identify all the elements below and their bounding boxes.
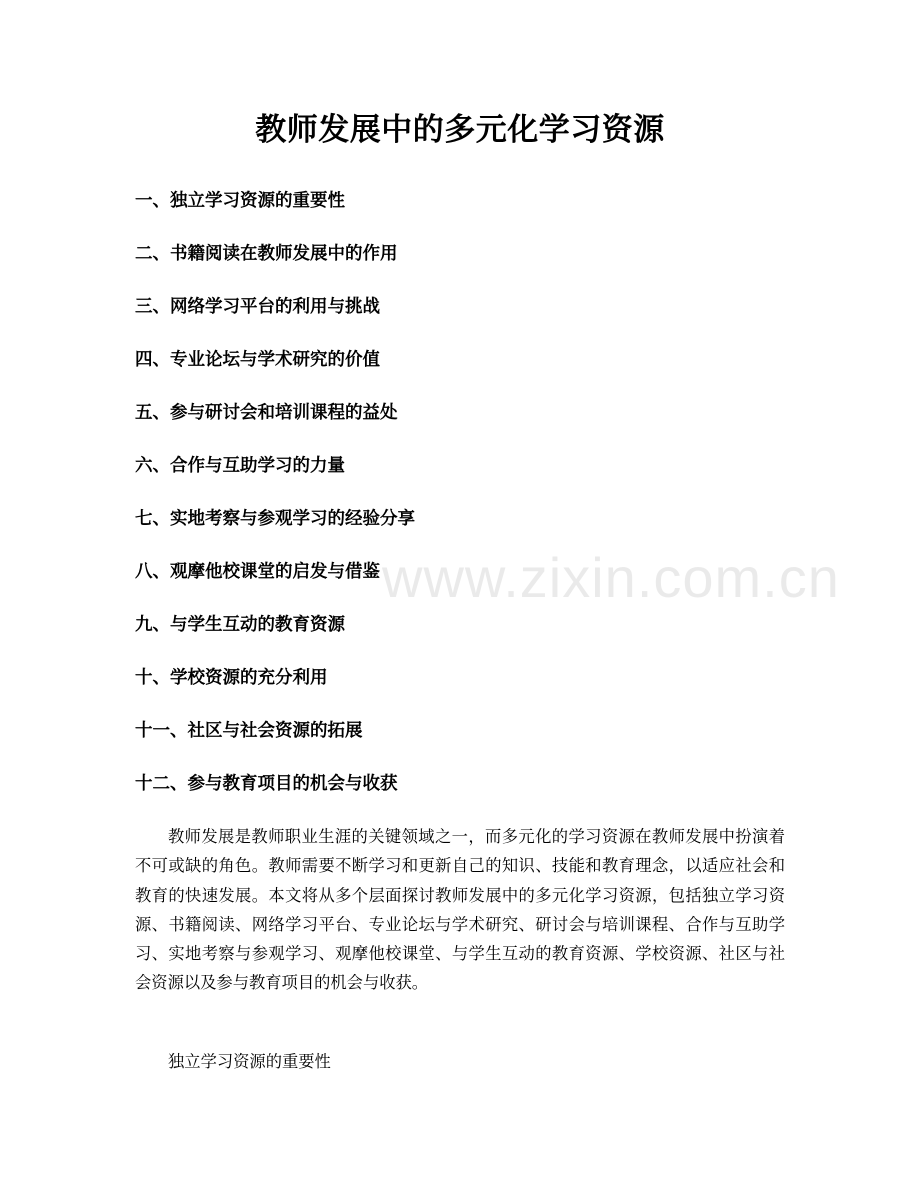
toc-item-4: 四、专业论坛与学术研究的价值 bbox=[135, 350, 380, 370]
toc-item-10: 十、学校资源的充分利用 bbox=[135, 668, 328, 688]
toc-item-1: 一、独立学习资源的重要性 bbox=[135, 191, 345, 211]
toc-item-11: 十一、社区与社会资源的拓展 bbox=[135, 721, 363, 741]
watermark: www.zixin.com.cn bbox=[382, 546, 840, 609]
intro-paragraph: 教师发展是教师职业生涯的关键领域之一，而多元化的学习资源在教师发展中扮演着不可或缺的角色。教师需要不断学习和更新自己的知识、技能和教育理念，以适应社会和教育的快速发展。本文将从多个层面探讨教师发展中的多元化学习资源，包括独立学习资源、书籍阅读、网络学习平台、专业论坛与学术研究、研讨会与培训课程、合作与互助学习、实地考察与参观学习、观摩他校课堂、与学生互动的教育资源、学校资源、社区与社会资源以及参与教育项目的机会与收获。 bbox=[135, 827, 785, 993]
section-heading: 独立学习资源的重要性 bbox=[168, 1052, 331, 1071]
toc-item-2: 二、书籍阅读在教师发展中的作用 bbox=[135, 244, 398, 264]
toc-item-3: 三、网络学习平台的利用与挑战 bbox=[135, 297, 380, 317]
toc-item-8: 八、观摩他校课堂的启发与借鉴 bbox=[135, 562, 380, 582]
toc-item-9: 九、与学生互动的教育资源 bbox=[135, 615, 345, 635]
toc-item-12: 十二、参与教育项目的机会与收获 bbox=[135, 774, 398, 794]
table-of-contents bbox=[135, 186, 795, 822]
toc-item-6: 六、合作与互助学习的力量 bbox=[135, 456, 345, 476]
document-title: 教师发展中的多元化学习资源 bbox=[255, 112, 665, 148]
toc-item-5: 五、参与研讨会和培训课程的益处 bbox=[135, 403, 398, 423]
toc-item-7: 七、实地考察与参观学习的经验分享 bbox=[135, 509, 415, 529]
